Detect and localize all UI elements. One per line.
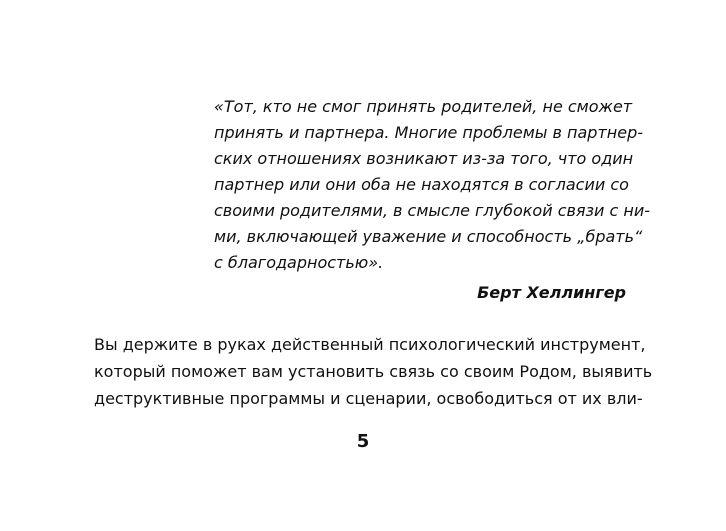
epigraph-line: принять и партнера. Многие проблемы в партнер- xyxy=(214,123,644,142)
epigraph-line: ских отношениях возникают из-за того, что один xyxy=(214,149,634,168)
epigraph-author: Берт Хеллингер xyxy=(477,283,626,302)
epigraph-line: с благодарностью». xyxy=(214,253,384,272)
epigraph-line: ми, включающей уважение и способность „брать“ xyxy=(214,227,643,246)
body-line: который поможет вам установить связь со своим Родом, выявить xyxy=(94,362,653,381)
body-paragraph xyxy=(94,331,653,412)
epigraph-line: партнер или они оба не находятся в согласии со xyxy=(214,175,629,194)
epigraph-line: «Тот, кто не смог принять родителей, не сможет xyxy=(214,97,633,116)
body-line: деструктивные программы и сценарии, освободиться от их вли- xyxy=(94,389,643,408)
body-line: Вы держите в руках действенный психологический инструмент, xyxy=(94,335,646,354)
page-number: 5 xyxy=(356,431,370,452)
epigraph-quote xyxy=(214,94,651,276)
epigraph-line: своими родителями, в смысле глубокой связи с ни- xyxy=(214,201,651,220)
